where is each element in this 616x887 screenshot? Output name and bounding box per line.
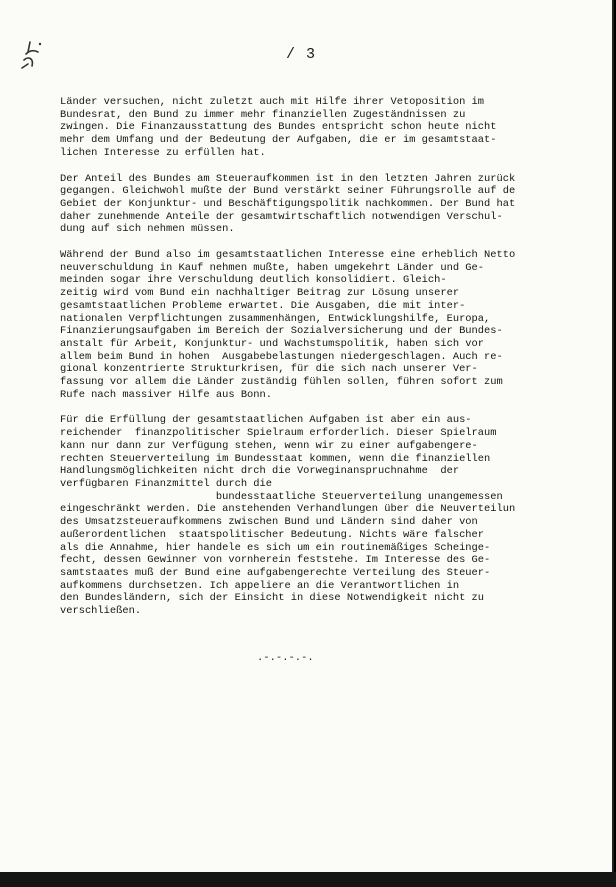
text-line: verschließen. [60,605,142,618]
text-line: Handlungsmöglichkeiten nicht drch die Vorweginanspruchnahme der [60,465,460,478]
text-line: eingeschränkt werden. Die anstehenden Verhandlungen über die Neuverteilun [60,503,516,516]
text-line: dung auf sich nehmen müssen. [60,223,235,236]
text-line: allem beim Bund in hohen Ausgabebelastungen niedergeschlagen. Auch re- [60,350,503,363]
document-body [60,96,605,631]
scan-border [0,872,616,887]
text-line: nationalen Verpflichtungen zusammenhängen, Entwicklungshilfe, Europa, [60,312,491,325]
paragraph-1 [60,96,605,160]
text-line: zwingen. Die Finanzausstattung des Bundes entspricht schon heute nicht [60,121,497,134]
text-line: Bundesrat, den Bund zu immer mehr finanziellen Zugeständnissen zu [60,108,466,121]
text-line: gesamtstaatlichen Probleme erwartet. Die Ausgaben, die mit inter- [60,299,466,312]
paragraph-3 [60,249,605,401]
text-line: außerordentlichen staatspolitischer Bedeutung. Nichts wäre falscher [60,528,485,541]
text-line: aufkommens durchsetzen. Ich appeliere an die Verantwortlichen in [60,579,460,592]
text-line: bundesstaatliche Steuerverteilung unangemessen [60,490,503,503]
text-line: kann nur dann zur Verfügung stehen, wenn wir zu einer aufgabengere- [60,439,478,452]
text-line: Für die Erfüllung der gesamtstaatlichen Aufgaben ist aber ein aus- [60,414,472,427]
text-line: fassung vor allem die Länder zuständig fühlen sollen, führen sofort zum [60,376,503,389]
text-line: Der Anteil des Bundes am Steueraufkommen ist in den letzten Jahren zurück [60,172,516,185]
end-mark: .-.-.-.-. [257,652,314,664]
text-line: des Umsatzsteueraufkommens zwischen Bund und Ländern sind daher von [60,516,478,529]
text-line: anstalt für Arbeit, Konjunktur- und Wachstumspolitik, haben sich vor [60,337,485,350]
text-line: reichender finanzpolitischer Spielraum erforderlich. Dieser Spielraum [60,427,497,440]
text-line: samtstaates muß der Bund eine aufgabengerechte Verteilung des Steuer- [60,566,491,579]
text-line: Länder versuchen, nicht zuletzt auch mit Hilfe ihrer Vetoposition im [60,96,485,108]
text-line: fecht, dessen Gewinner von vornherein feststehe. Im Interesse des Ge- [60,554,491,567]
text-line: verfügbaren Finanzmittel durch die [60,477,273,490]
handwritten-mark-icon [16,38,50,78]
text-line: neuverschuldung in Kauf nehmen mußte, haben umgekehrt Länder und Ge- [60,261,485,274]
text-line: zeitig wird vom Bund ein nachhaltiger Beitrag zur Lösung unserer [60,287,460,300]
text-line: Gebiet der Konjunktur- und Beschäftigungspolitik nachkommen. Der Bund hat [60,197,516,210]
text-line: Während der Bund also im gesamtstaatlichen Interesse eine erheblich Netto [60,249,516,262]
text-line: den Bundesländern, sich der Einsicht in diese Notwendigkeit nicht zu [60,592,485,605]
text-line: gional konzentrierte Strukturkrisen, für die sich nach unserer Ver- [60,363,478,376]
text-line: meinden sogar ihre Verschuldung deutlich konsolidiert. Gleich- [60,274,447,287]
text-line: rechten Steuerverteilung im Bundesstaat kommen, wenn die finanziellen [60,452,491,465]
text-line: Rufe nach massiver Hilfe aus Bonn. [60,388,273,401]
text-line: gegangen. Gleichwohl mußte der Bund verstärkt seiner Führungsrolle auf de [60,185,516,198]
paragraph-4 [60,414,605,617]
paragraph-2 [60,173,605,237]
text-line: als die Annahme, hier handele es sich um ein routinemäßiges Scheinge- [60,541,491,554]
text-line: daher zunehmende Anteile der gesamtwirtschaftlich notwendigen Verschul- [60,210,503,223]
page-number: / 3 [286,46,317,63]
text-line: mehr dem Umfang und der Bedeutung der Aufgaben, die er im gesamtstaat- [60,134,497,147]
text-line: lichen Interesse zu erfüllen hat. [60,146,266,159]
text-line: Finanzierungsaufgaben im Bereich der Sozialversicherung und der Bundes- [60,325,503,338]
